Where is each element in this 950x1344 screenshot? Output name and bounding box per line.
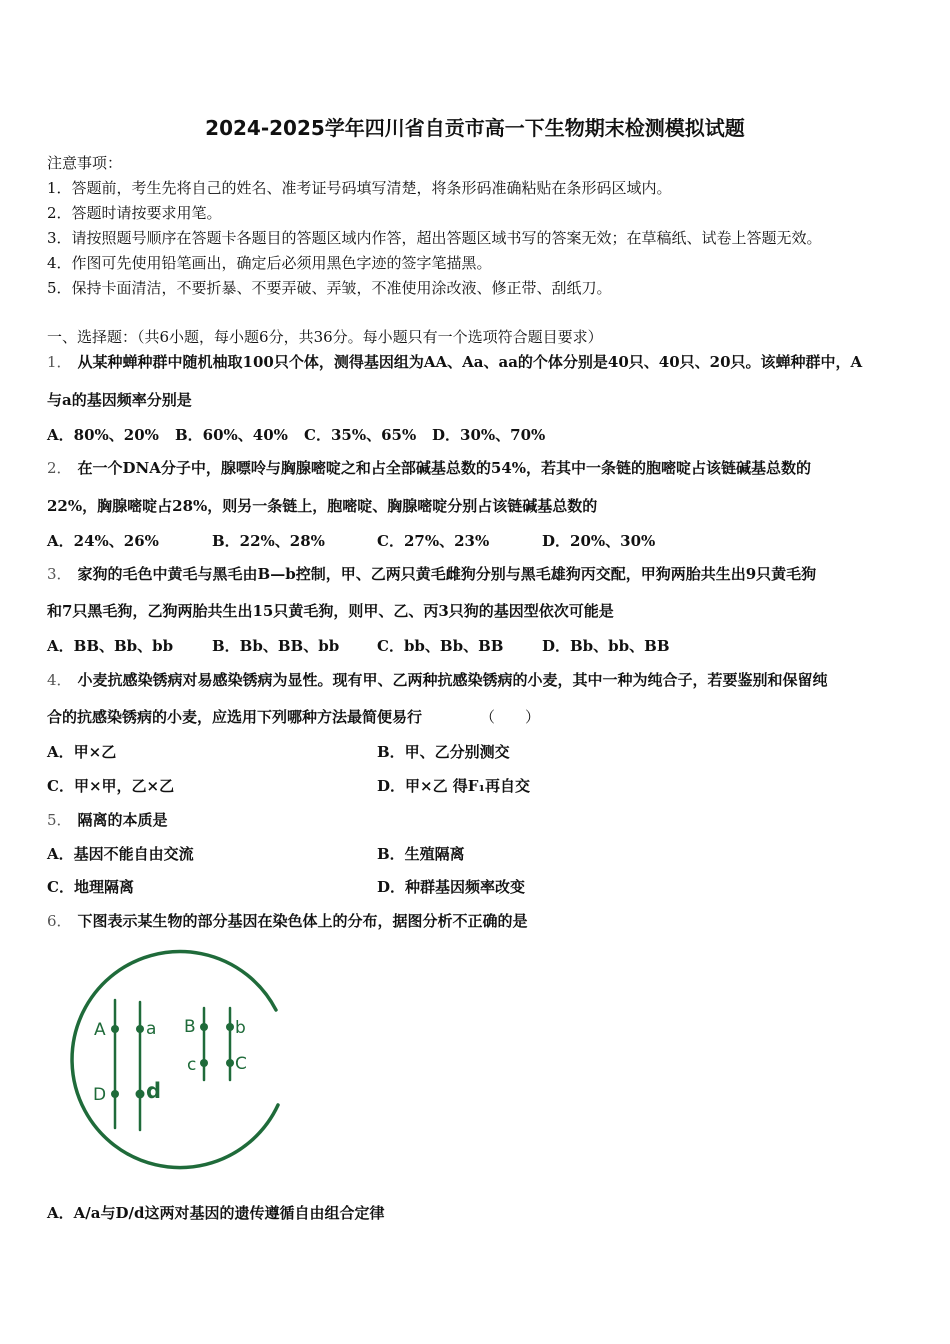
locus-d — [136, 1090, 145, 1099]
gene-label-b: b — [235, 1018, 246, 1038]
question-4-line2 — [47, 706, 540, 727]
question-4-option-c[interactable]: C．甲×甲，乙×乙 — [47, 777, 175, 795]
gene-label-a: a — [146, 1019, 157, 1039]
question-5-number: 5． — [47, 811, 72, 829]
question-2-line2: 22%，胸腺嘧啶占28%，则另一条链上，胞嘧啶、胸腺嘧啶分别占该链碱基总数的 — [47, 497, 598, 515]
question-2-option-d[interactable]: D．20%、30% — [542, 532, 656, 550]
locus-B — [200, 1023, 208, 1031]
question-1-option-b[interactable]: B．60%、40% — [175, 426, 288, 444]
gene-label-D: D — [93, 1085, 107, 1105]
question-3-text: 家狗的毛色中黄毛与黑毛由B—b控制，甲、乙两只黄毛雌狗分别与黑毛雄狗丙交配，甲狗两胎共生出9只黄毛狗 — [77, 565, 817, 583]
question-3-option-d[interactable]: D．Bb、bb、BB — [542, 637, 670, 655]
question-1-option-d[interactable]: D．30%、70% — [432, 426, 546, 444]
locus-b — [226, 1023, 234, 1031]
question-5-option-a[interactable]: A．基因不能自由交流 — [47, 845, 194, 863]
section-heading: 一、选择题：（共6小题，每小题6分，共36分。每小题只有一个选项符合题目要求） — [47, 328, 603, 346]
question-2-option-a[interactable]: A．24%、26% — [47, 532, 159, 550]
question-2-number: 2． — [47, 459, 72, 477]
chromosome-diagram — [58, 940, 288, 1184]
gene-label-c: c — [187, 1055, 197, 1075]
question-4-option-a[interactable]: A．甲×乙 — [47, 743, 117, 761]
question-4-line1 — [47, 669, 828, 690]
answer-blank: （ ） — [480, 708, 541, 726]
locus-A — [111, 1025, 119, 1033]
locus-C — [226, 1059, 234, 1067]
question-6-number: 6． — [47, 912, 72, 930]
page-title: 2024-2025学年四川省自贡市高一下生物期末检测模拟试题 — [205, 116, 745, 140]
question-5-line1 — [47, 809, 168, 830]
gene-label-d: d — [146, 1079, 162, 1103]
question-5-option-d[interactable]: D．种群基因频率改变 — [377, 878, 526, 896]
question-1-option-a[interactable]: A．80%、20% — [47, 426, 159, 444]
question-3-option-a[interactable]: A．BB、Bb、bb — [47, 637, 174, 655]
question-2-option-b[interactable]: B．22%、28% — [212, 532, 325, 550]
notice-item-1: 1．答题前，考生先将自己的姓名、准考证号码填写清楚，将条形码准确粘贴在条形码区域内。 — [47, 179, 672, 197]
notice-heading: 注意事项： — [47, 154, 123, 172]
question-2-text: 在一个DNA分子中，腺嘌呤与胸腺嘧啶之和占全部碱基总数的54%，若其中一条链的胞嘧啶占该链碱基总数的 — [77, 459, 812, 477]
question-3-line2: 和7只黑毛狗，乙狗两胎共生出15只黄毛狗，则甲、乙、丙3只狗的基因型依次可能是 — [47, 602, 614, 620]
gene-label-C: C — [235, 1054, 247, 1074]
question-3-number: 3． — [47, 565, 72, 583]
notice-item-4: 4．作图可先使用铅笔画出，确定后必须用黑色字迹的签字笔描黑。 — [47, 254, 492, 272]
question-4-text: 小麦抗感染锈病对易感染锈病为显性。现有甲、乙两种抗感染锈病的小麦，其中一种为纯合子，若要鉴别和保留纯 — [77, 671, 828, 689]
question-2-option-c[interactable]: C．27%、23% — [377, 532, 490, 550]
question-1-line2: 与a的基因频率分别是 — [47, 391, 192, 409]
question-1-number: 1． — [47, 353, 72, 371]
question-5-option-b[interactable]: B．生殖隔离 — [377, 845, 465, 863]
question-6-option-a[interactable]: A．A/a与D/d这两对基因的遗传遵循自由组合定律 — [47, 1204, 385, 1222]
question-1-text: 从某种蝉种群中随机柚取100只个体，测得基因组为AA、Aa、aa的个体分别是40只、40只、20只。该蝉种群中，A — [77, 353, 863, 371]
question-6-line1 — [47, 910, 528, 931]
question-6-text: 下图表示某生物的部分基因在染色体上的分布，据图分析不正确的是 — [77, 912, 528, 930]
question-1-line1 — [47, 351, 862, 372]
question-5-text: 隔离的本质是 — [77, 811, 168, 829]
notice-item-2: 2．答题时请按要求用笔。 — [47, 204, 222, 222]
locus-a — [136, 1025, 144, 1033]
question-4-option-d[interactable]: D．甲×乙 得F₁再自交 — [377, 777, 531, 795]
question-4-text-2: 合的抗感染锈病的小麦，应选用下列哪种方法最简便易行 — [47, 708, 423, 726]
gene-label-B: B — [184, 1017, 196, 1037]
question-3-line1 — [47, 563, 816, 584]
question-3-option-c[interactable]: C．bb、Bb、BB — [377, 637, 504, 655]
cell-outline — [72, 952, 278, 1168]
question-1-option-c[interactable]: C．35%、65% — [304, 426, 417, 444]
locus-D — [111, 1090, 119, 1098]
gene-label-A: A — [94, 1020, 106, 1040]
question-5-option-c[interactable]: C．地理隔离 — [47, 878, 134, 896]
question-2-line1 — [47, 457, 811, 478]
question-4-option-b[interactable]: B．甲、乙分别测交 — [377, 743, 510, 761]
question-4-number: 4． — [47, 671, 72, 689]
question-3-option-b[interactable]: B．Bb、BB、bb — [212, 637, 340, 655]
notice-item-5: 5．保持卡面清洁，不要折暴、不要弄破、弄皱，不准使用涂改液、修正带、刮纸刀。 — [47, 279, 612, 297]
notice-item-3: 3．请按照题号顺序在答题卡各题目的答题区域内作答，超出答题区域书写的答案无效；在草稿纸、试卷上答题无效。 — [47, 229, 822, 247]
locus-c — [200, 1059, 208, 1067]
